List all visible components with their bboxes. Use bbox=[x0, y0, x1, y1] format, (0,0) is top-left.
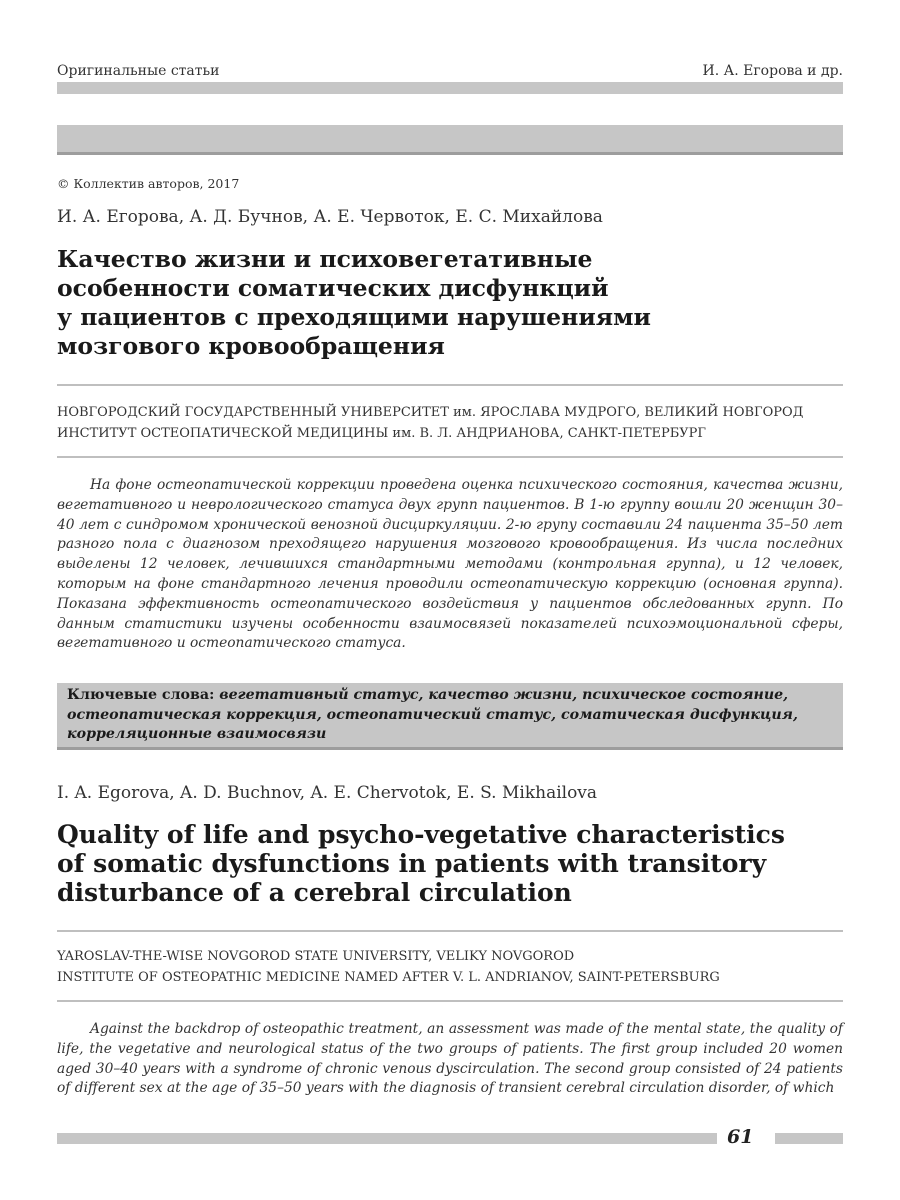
header-band bbox=[57, 125, 843, 155]
keywords-box bbox=[57, 683, 843, 750]
divider-rule bbox=[57, 384, 843, 386]
title-en-line: Quality of life and psycho-vegetative characteristics bbox=[57, 820, 785, 849]
page-number: 61 bbox=[727, 1126, 754, 1148]
affiliations-ru bbox=[57, 402, 803, 444]
title-ru-line: особенности соматических дисфункций bbox=[57, 274, 609, 302]
authors-ru: И. А. Егорова, А. Д. Бучнов, А. Е. Червоток, Е. С. Михайлова bbox=[57, 207, 603, 227]
title-ru-line: у пациентов с преходящими нарушениями bbox=[57, 303, 651, 331]
affiliation-en-1: YAROSLAV-THE-WISE NOVGOROD STATE UNIVERSITY, VELIKY NOVGOROD bbox=[57, 949, 575, 964]
title-en-line: disturbance of a cerebral circulation bbox=[57, 878, 572, 907]
keywords-label: Ключевые слова: bbox=[67, 687, 220, 703]
article-title-ru bbox=[57, 245, 777, 361]
keywords-list: вегетативный статус, качество жизни, психическое состояние, остеопатическая коррекция, остеопатический статус, соматическая дисфункция, корреляционные взаимосвязи bbox=[67, 687, 798, 742]
copyright-line: © Коллектив авторов, 2017 bbox=[57, 176, 240, 191]
authors-en: I. A. Egorova, A. D. Buchnov, A. E. Chervotok, E. S. Mikhailova bbox=[57, 783, 598, 803]
affiliation-ru-1: НОВГОРОДСКИЙ ГОСУДАРСТВЕННЫЙ УНИВЕРСИТЕТ им. ЯРОСЛАВА МУДРОГО, ВЕЛИКИЙ НОВГОРОД bbox=[57, 405, 804, 420]
affiliations-en bbox=[57, 946, 720, 988]
divider-rule bbox=[57, 456, 843, 458]
divider-rule bbox=[57, 1000, 843, 1002]
running-header-section: Оригинальные статьи bbox=[57, 63, 220, 79]
abstract-ru: На фоне остеопатической коррекции проведена оценка психического состояния, качества жизни, вегетативного и неврологического статуса двух групп пациентов. В 1-ю группу вошли 20 женщин 30–40 лет с синдромом хронической венозной дисциркуляции. 2-ю групу составили 24 пациента 35–50 лет разного пола с диагнозом преходящего нарушения мозгового кровообращения. Из числа последних выделены 12 человек, лечившихся стандартными методами (контрольная группа), и 12 человек, которым на фоне стандартного лечения проводили остеопатическую коррекцию (основная группа). Показана эффективность остеопатического воздействия у пациентов обследованных групп. По данным статистики изучены особенности взаимосвязей показателей психоэмоциональной сферы, вегетативного и остеопатического статуса. bbox=[57, 477, 843, 652]
divider-rule bbox=[57, 930, 843, 932]
article-title-en bbox=[57, 820, 817, 907]
running-header-authors: И. А. Егорова и др. bbox=[702, 63, 843, 79]
footer-bar-right bbox=[775, 1133, 843, 1144]
footer-bar-left bbox=[57, 1133, 717, 1144]
title-ru-line: Качество жизни и психовегетативные bbox=[57, 245, 593, 273]
header-bar bbox=[57, 82, 843, 94]
title-ru-line: мозгового кровообращения bbox=[57, 332, 445, 360]
affiliation-ru-2: ИНСТИТУТ ОСТЕОПАТИЧЕСКОЙ МЕДИЦИНЫ им. В. Л. АНДРИАНОВА, САНКТ-ПЕТЕРБУРГ bbox=[57, 426, 707, 441]
abstract-en: Against the backdrop of osteopathic treatment, an assessment was made of the mental state, the quality of life, the vegetative and neurological status of the two groups of patients. The first group included 20 women aged 30–40 years with a syndrome of chronic venous dyscirculation. The second group consisted of 24 patients of different sex at the age of 35–50 years with the diagnosis of transient cerebral circulation disorder, of which bbox=[57, 1021, 843, 1097]
keywords-text bbox=[57, 683, 843, 745]
title-en-line: of somatic dysfunctions in patients with transitory bbox=[57, 849, 767, 878]
affiliation-en-2: INSTITUTE OF OSTEOPATHIC MEDICINE NAMED AFTER V. L. ANDRIANOV, SAINT-PETERSBURG bbox=[57, 970, 720, 985]
